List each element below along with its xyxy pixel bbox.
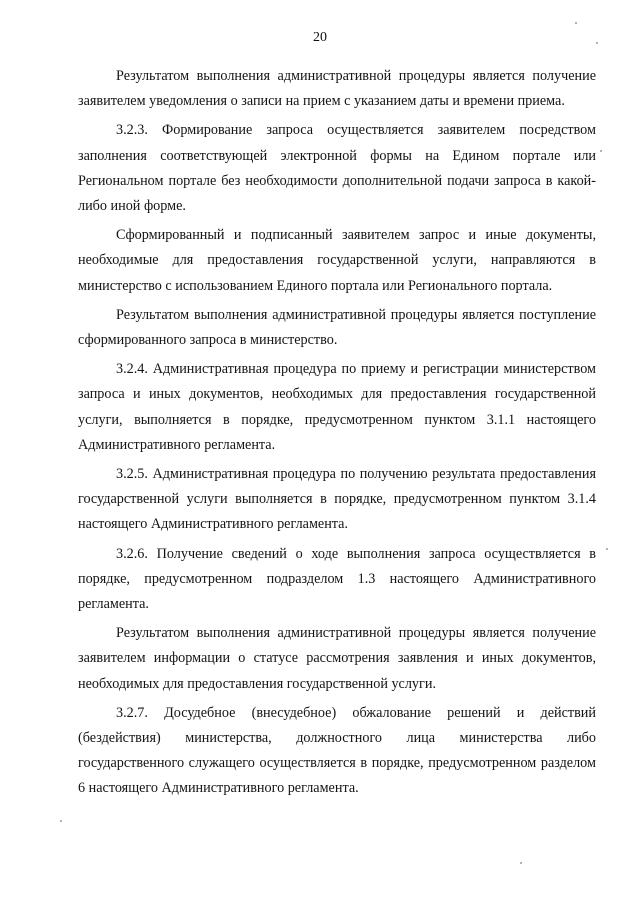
scan-speck bbox=[596, 42, 598, 44]
paragraph-request-sent: Сформированный и подписанный заявителем запрос и иные документы, необходимые для предоставления государственной услуги, направляются в министерство с использованием Единого портала или Регионального портала. bbox=[78, 227, 596, 294]
paragraph-3-2-5: 3.2.5. Административная процедура по получению результата предоставления государственной услуги выполняется в порядке, предусмотренном пунктом 3.1.4 настоящего Административного регламента. bbox=[78, 466, 596, 533]
paragraph-3-2-4: 3.2.4. Административная процедура по приему и регистрации министерством запроса и иных документов, необходимых для предоставления государственной услуги, выполняется в порядке, предусмотренном пунктом 3.1.1 настоящего Административного регламента. bbox=[78, 361, 596, 453]
page-number: 20 bbox=[313, 30, 327, 45]
scan-speck bbox=[600, 150, 602, 152]
paragraph-result-request-received: Результатом выполнения административной процедуры является поступление сформированного запроса в министерство. bbox=[78, 306, 596, 349]
paragraph-3-2-7: 3.2.7. Досудебное (внесудебное) обжалование решений и действий (бездействия) министерства, должностного лица министерства либо государственного служащего осуществляется в порядке, предусмотренном разделом 6 настоящего Административного регламента. bbox=[78, 704, 596, 797]
scan-speck bbox=[575, 22, 577, 24]
scan-speck bbox=[606, 548, 608, 550]
paragraph-result-status-info: Результатом выполнения административной процедуры является получение заявителем информации о статусе рассмотрения заявления и иных документов, необходимых для предоставления государственной услуги. bbox=[78, 625, 596, 692]
scan-speck bbox=[520, 862, 522, 864]
scan-speck bbox=[60, 820, 62, 822]
paragraph-result-appointment: Результатом выполнения административной процедуры является получение заявителем уведомления о записи на прием с указанием даты и времени приема. bbox=[78, 68, 596, 110]
document-body bbox=[78, 64, 596, 806]
paragraph-3-2-3: 3.2.3. Формирование запроса осуществляется заявителем посредством заполнения соответствующей электронной формы на Едином портале или Региональном портале без необходимости дополнительной подачи запроса в какой-либо иной форме. bbox=[78, 122, 596, 215]
paragraph-3-2-6: 3.2.6. Получение сведений о ходе выполнения запроса осуществляется в порядке, предусмотренном подразделом 1.3 настоящего Административного регламента. bbox=[78, 545, 596, 613]
